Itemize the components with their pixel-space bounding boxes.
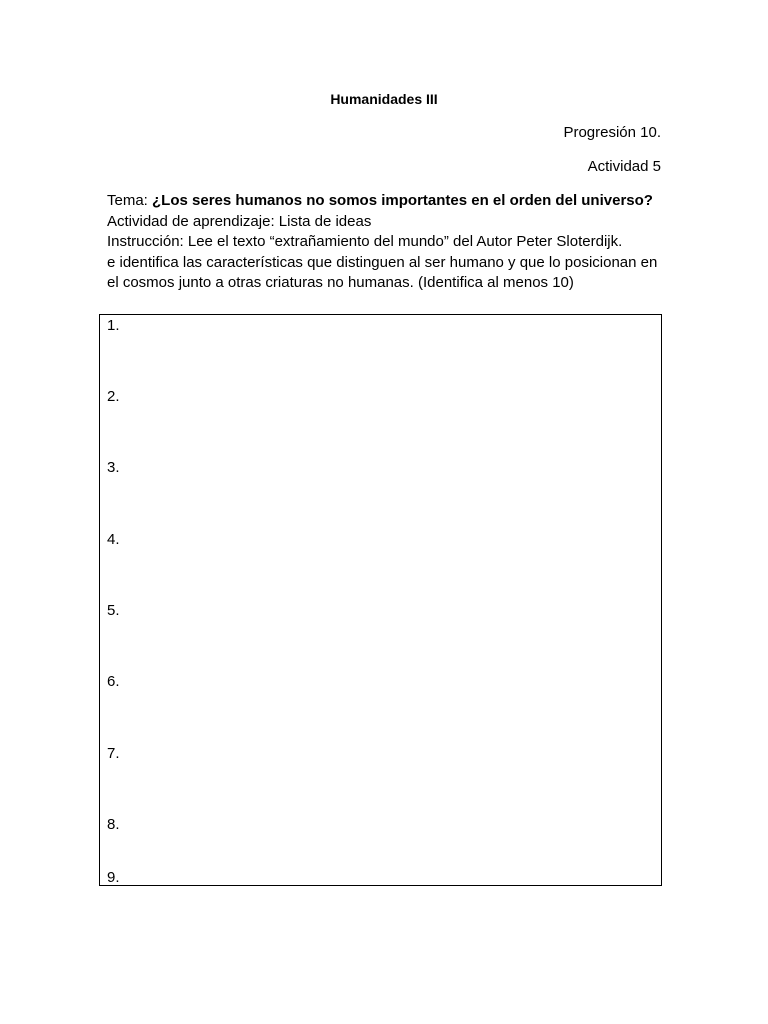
- topic-question: ¿Los seres humanos no somos importantes en el orden del universo?: [152, 192, 653, 209]
- list-item-5: 5.: [107, 602, 120, 619]
- answer-box[interactable]: [99, 314, 662, 886]
- list-item-4: 4.: [107, 531, 120, 548]
- list-item-9: 9.: [107, 869, 120, 886]
- list-item-7: 7.: [107, 745, 120, 762]
- topic-line: [107, 191, 667, 212]
- instruction-line-2: e identifica las características que distinguen al ser humano y que lo posicionan en: [107, 253, 658, 271]
- list-item-3: 3.: [107, 459, 120, 476]
- topic-label: Tema:: [107, 192, 153, 209]
- list-item-6: 6.: [107, 673, 120, 690]
- list-item-1: 1.: [107, 317, 120, 334]
- instructions-block: [107, 191, 667, 294]
- learning-activity-line: Actividad de aprendizaje: Lista de ideas: [107, 212, 372, 230]
- progression-label: Progresión 10.: [563, 124, 661, 141]
- instruction-line-3: el cosmos junto a otras criaturas no humanas. (Identifica al menos 10): [107, 274, 574, 291]
- activity-label: Actividad 5: [587, 158, 661, 175]
- document-title: Humanidades III: [330, 91, 438, 107]
- list-item-8: 8.: [107, 816, 120, 833]
- list-item-2: 2.: [107, 388, 120, 405]
- instruction-line-1: Instrucción: Lee el texto “extrañamiento del mundo” del Autor Peter Sloterdijk.: [107, 233, 623, 250]
